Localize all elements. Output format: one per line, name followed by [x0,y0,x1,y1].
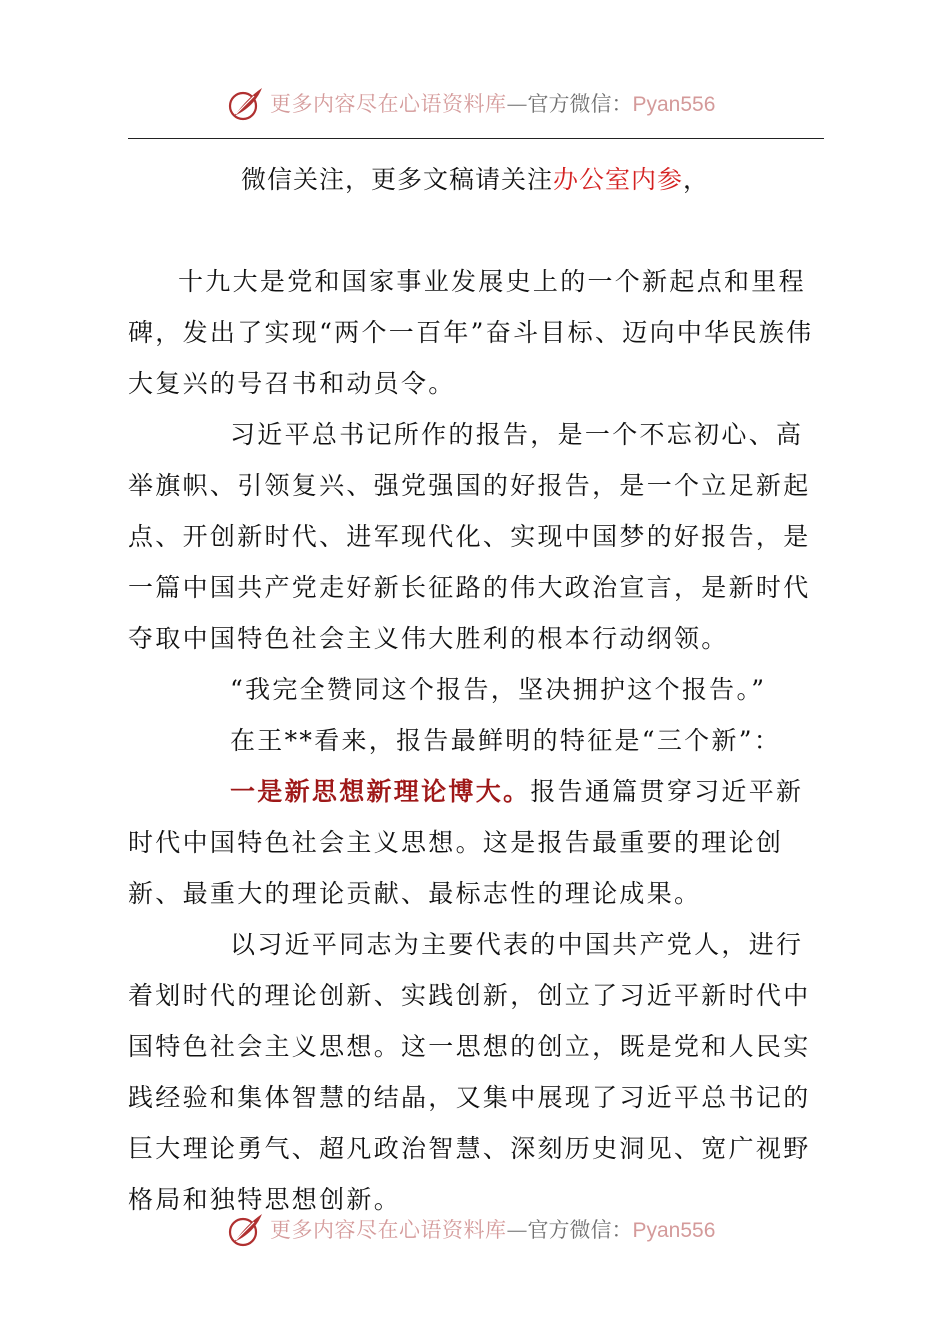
banner-text [270,1216,715,1245]
banner-library-text: 更多内容尽在心语资料库 [270,92,507,116]
banner-separator: — [506,92,528,116]
paragraph-5 [128,766,818,919]
banner-account: Pyan556 [632,1219,716,1242]
notice-highlight: 办公室内参 [552,165,683,194]
paragraph-1: 十九大是党和国家事业发展史上的一个新起点和里程碑，发出了实现“两个一百年”奋斗目标、迈向中华民族伟大复兴的号召书和动员令。 [128,267,814,398]
follow-notice [0,162,950,198]
paragraph-6: 以习近平同志为主要代表的中国共产党人，进行着划时代的理论创新、实践创新，创立了习近平新时代中国特色社会主义思想。这一思想的创立，既是党和人民实践经验和集体智慧的结晶，又集中展现了习近平总书记的巨大理论勇气、超凡政治智慧、深刻历史洞见、宽广视野格局和独特思想创新。 [128,930,811,1214]
point-one-heading: 一是新思想新理论博大。 [230,777,531,806]
banner-library-text: 更多内容尽在心语资料库 [270,1218,507,1242]
header-divider [128,138,824,139]
paragraph-2: 习近平总书记所作的报告，是一个不忘初心、高举旗帜、引领复兴、强党强国的好报告，是一个立足新起点、开创新时代、进军现代化、实现中国梦的好报告，是一篇中国共产党走好新长征路的伟大政治宣言，是新时代夺取中国特色社会主义伟大胜利的根本行动纲领。 [128,420,811,653]
banner-account: Pyan556 [632,93,716,116]
banner-wechat-label: 官方微信： [527,92,633,116]
banner-text [270,90,715,119]
article-body [128,256,818,1225]
notice-suffix: ， [683,165,710,194]
point-one-text: 报告通篇贯穿习近平新时代中国特色社会主义思想。这是报告最重要的理论创新、最重大的理论贡献、最标志性的理论成果。 [128,777,804,908]
footer-banner [0,1208,950,1252]
quill-logo-icon [226,1210,266,1250]
banner-wechat-label: 官方微信： [527,1218,633,1242]
header-banner [0,82,950,126]
paragraph-3-quote: “我完全赞同这个报告，坚决拥护这个报告。” [230,675,767,704]
paragraph-4: 在王**看来，报告最鲜明的特征是“三个新”： [230,726,782,755]
notice-prefix: 微信关注，更多文稿请关注 [240,165,553,194]
quill-logo-icon [226,84,266,124]
banner-separator: — [506,1218,528,1242]
